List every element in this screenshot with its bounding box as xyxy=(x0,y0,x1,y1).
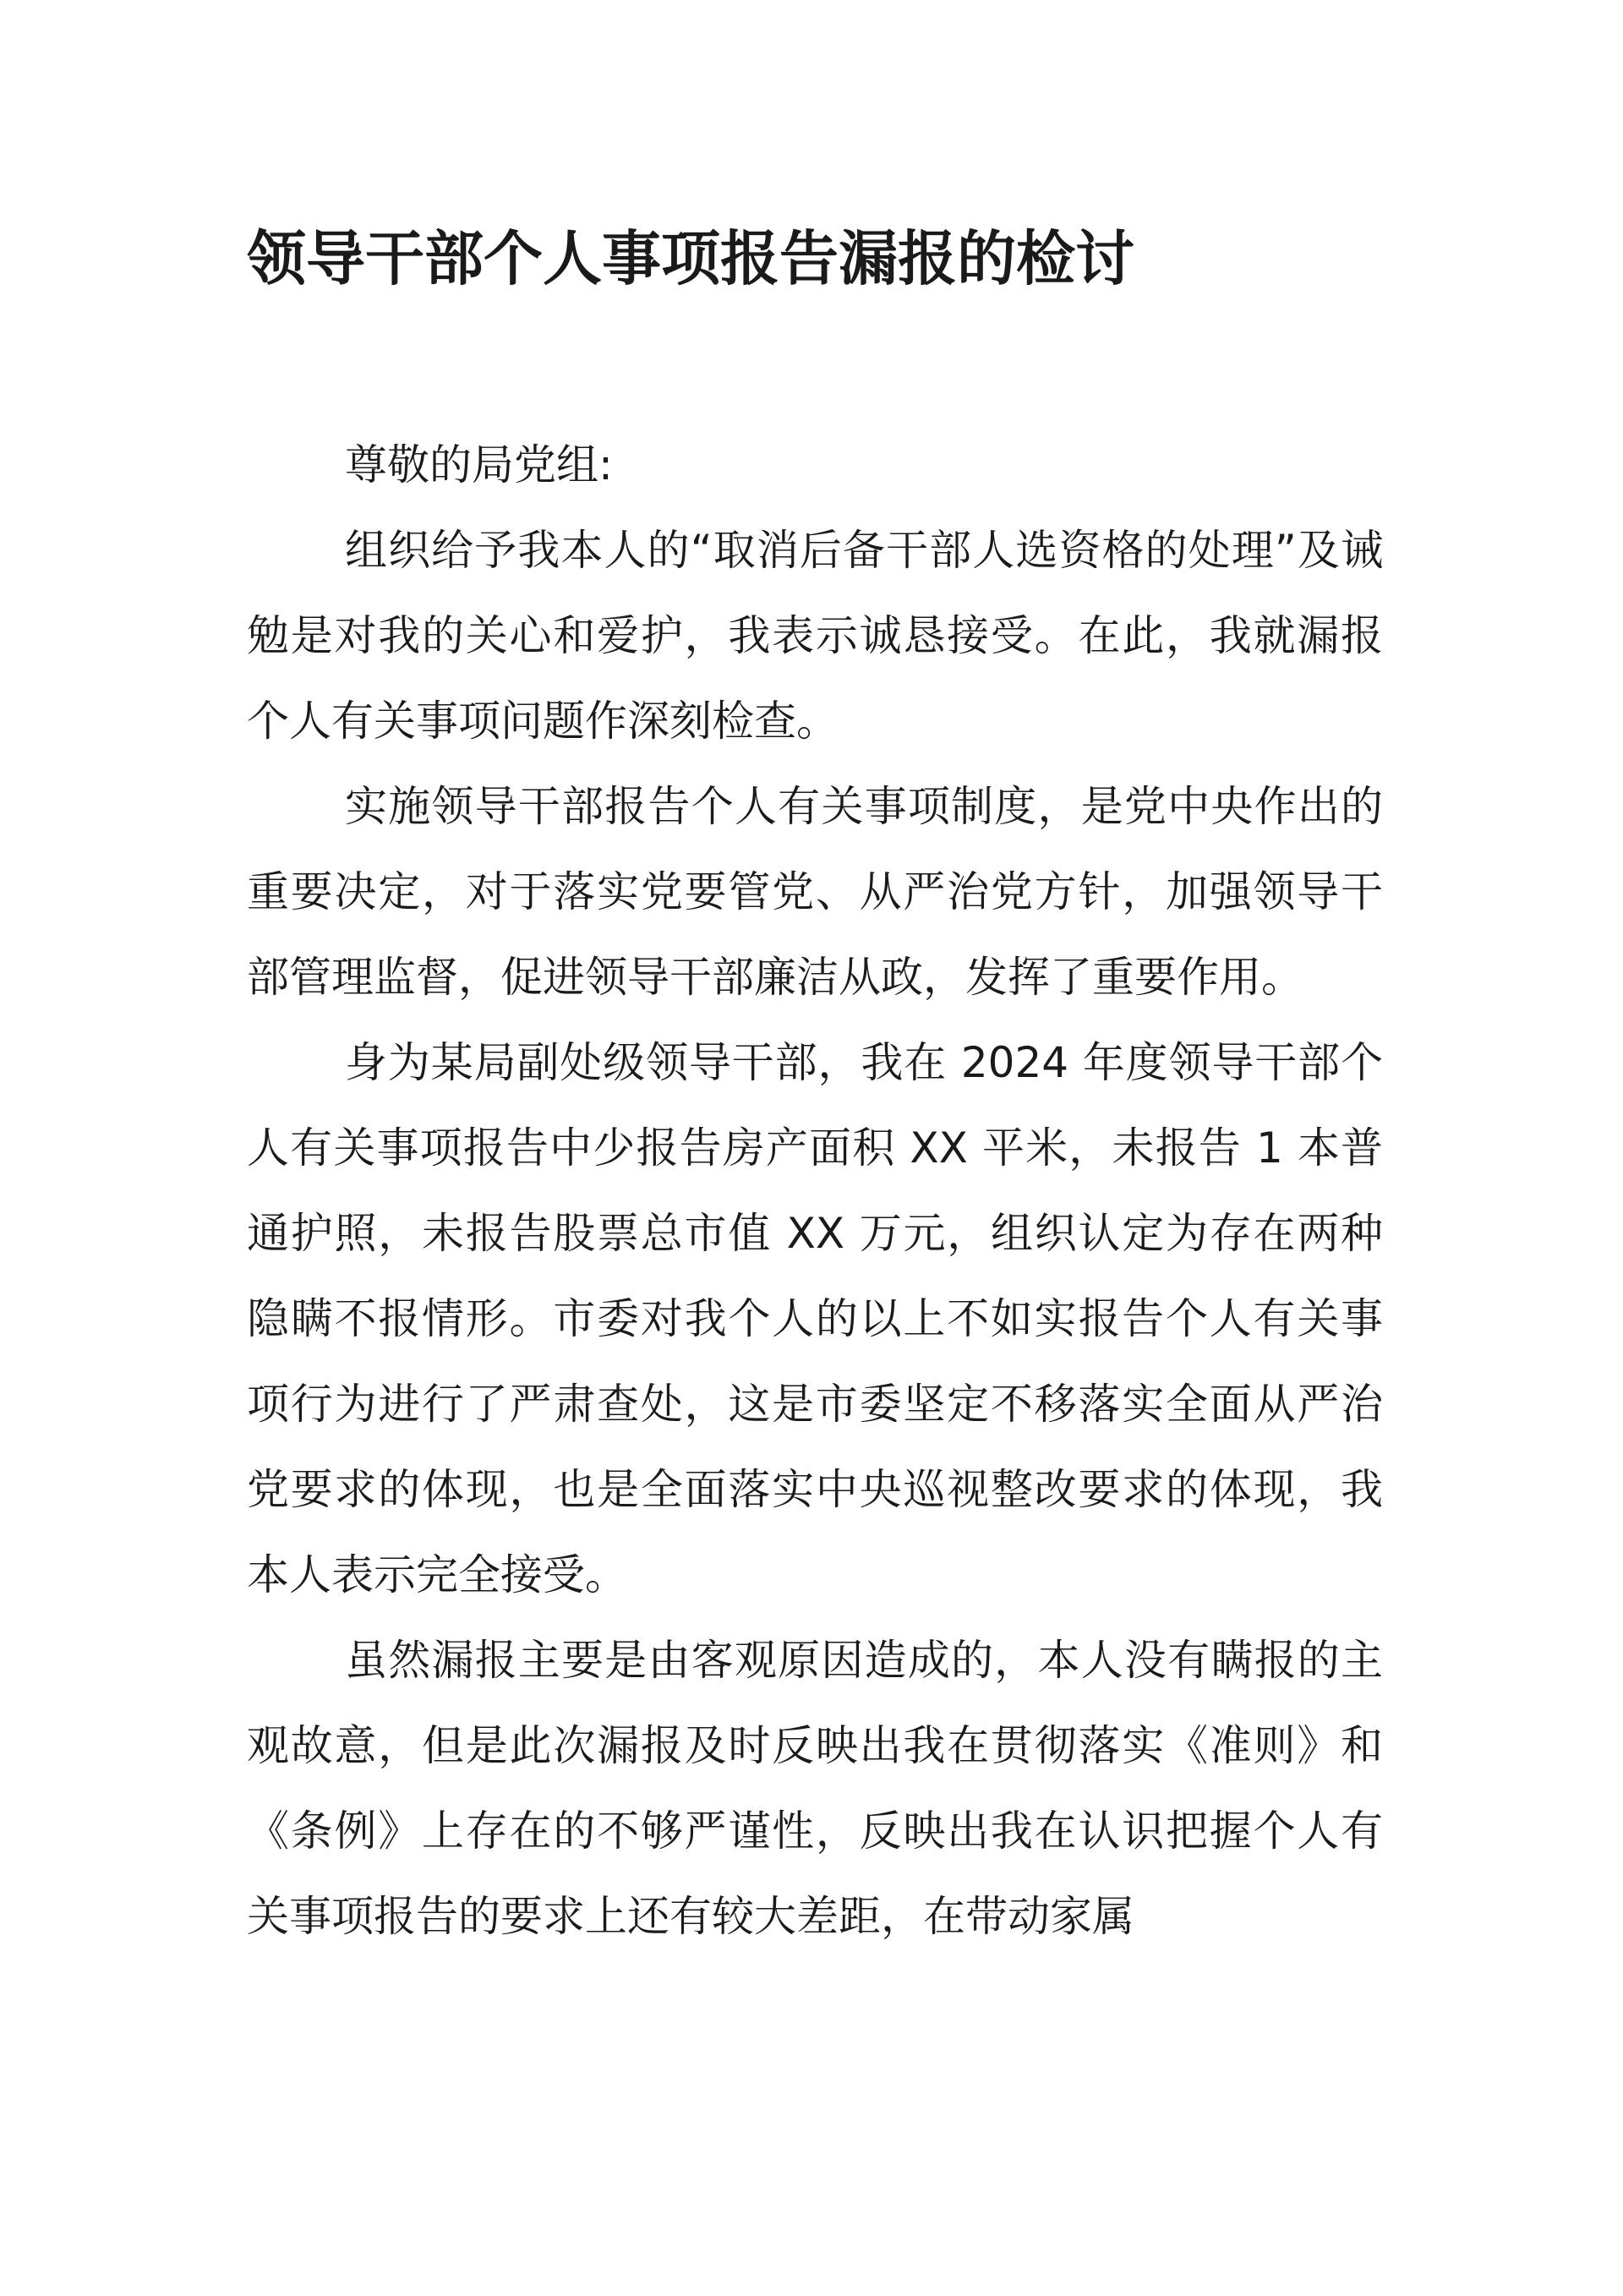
salutation: 尊敬的局党组: xyxy=(345,440,613,489)
paragraph-3: 身为某局副处级领导干部，我在 2024 年度领导干部个人有关事项报告中少报告房产面积 XX 平米，未报告 1 本普通护照，未报告股票总市值 XX 万元，组织认定为存在两种隐瞒不报情形。市委对我个人的以上不如实报告个人有关事项行为进行了严肃查处，这是市委坚定不移落实全面从严治党要求的体现，也是全面落实中央巡视整改要求的体现，我本人表示完全接受。 xyxy=(247,1038,1383,1599)
paragraph-4: 虽然漏报主要是由客观原因造成的，本人没有瞒报的主观故意，但是此次漏报及时反映出我在贯彻落实《准则》和《条例》上存在的不够严谨性，反映出我在认识把握个人有关事项报告的要求上还有较大差距，在带动家属 xyxy=(247,1636,1383,1941)
paragraph-2: 实施领导干部报告个人有关事项制度，是党中央作出的重要决定，对于落实党要管党、从严治党方针，加强领导干部管理监督，促进领导干部廉洁从政，发挥了重要作用。 xyxy=(247,782,1383,1002)
document-title: 领导干部个人事项报告漏报的检讨 xyxy=(247,224,1134,293)
document-body xyxy=(247,423,1383,1960)
paragraph-1: 组织给予我本人的“取消后备干部人选资格的处理”及诫勉是对我的关心和爱护，我表示诚恳接受。在此，我就漏报个人有关事项问题作深刻检查。 xyxy=(247,526,1383,746)
